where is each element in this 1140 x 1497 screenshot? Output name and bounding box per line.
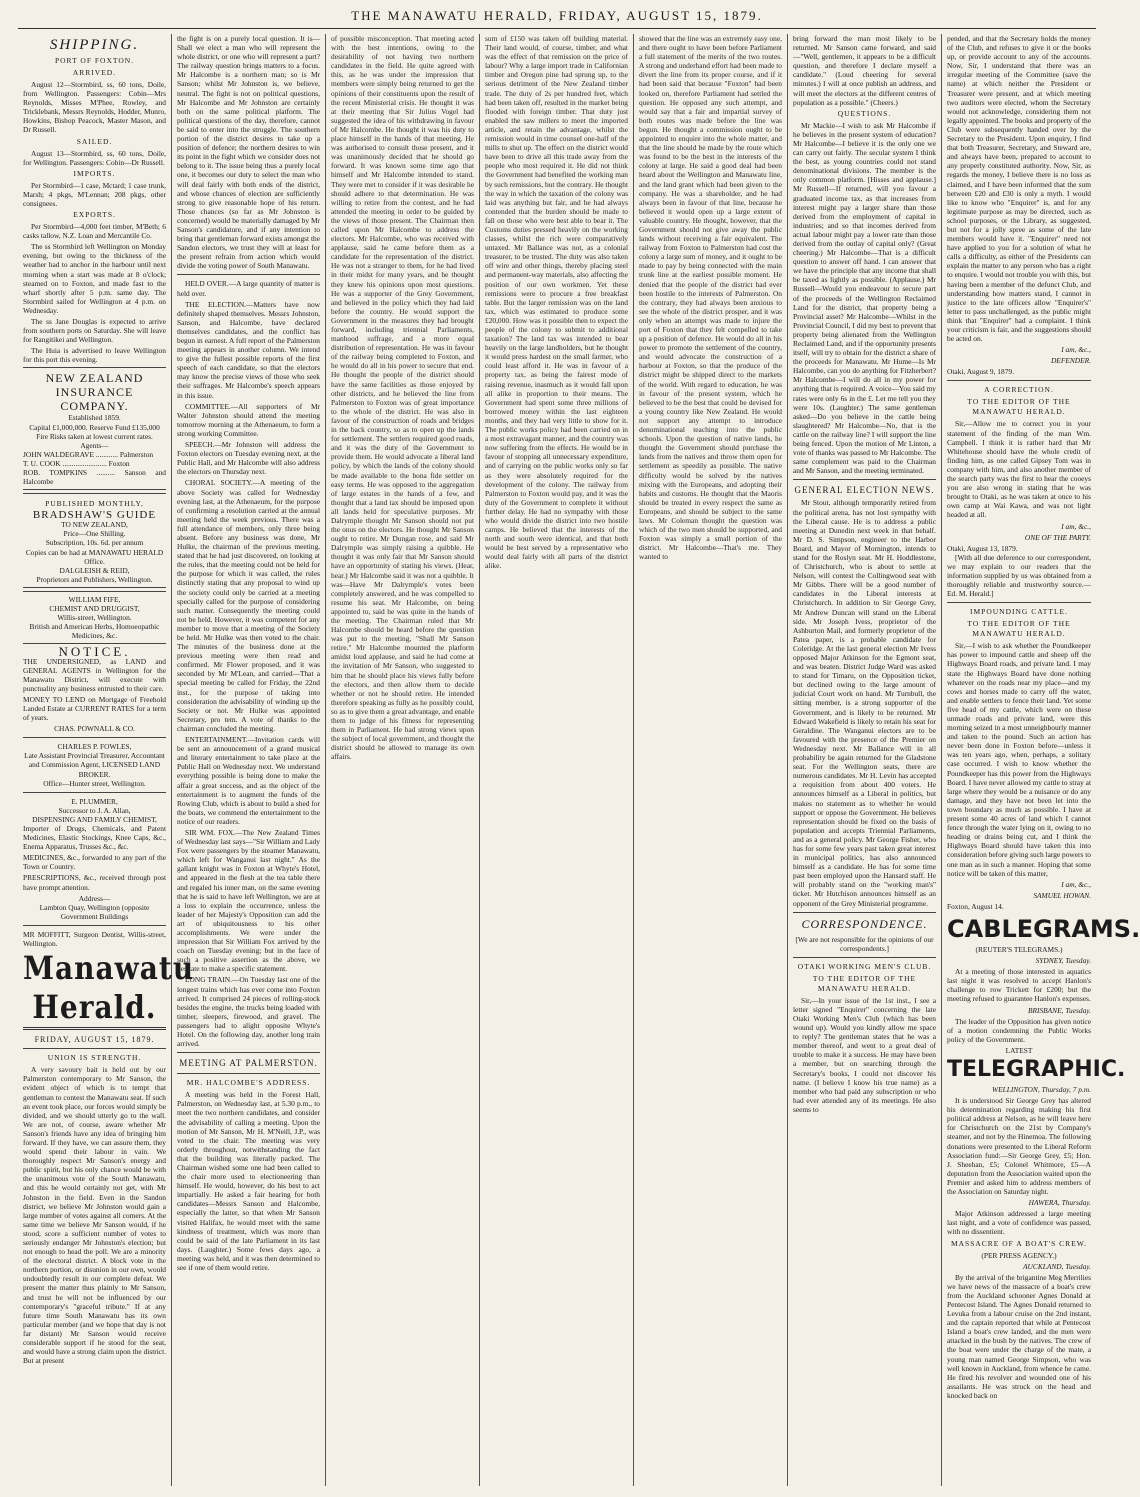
- bradshaw-publisher-2: Proprietors and Publishers, Wellington.: [36, 574, 153, 584]
- meeting-report: A meeting was held in the Forest Hall, Palmerston, on Wednesday last, at 5.30 p.m., to meet the two northern candidates, and consider the advisability of calling a meeting. Upon the motion of Mr Sanson, Mr H. M'Neill, J.P., was voted to the chair. The meeting was very orderly throughout, notwithstanding the fact that the building was literally packed. The Chairman wished some one had been called to the chair more used to electioneering than himself. He would, however, do his best to act impartially. He asked a fair hearing for both candidates—Messrs Sanson and Halcombe, especially the latter, so that when Mr Sanson visited Halifax, he would meet with the same kindness of treatment, which was more than could be said of the late Parliament in its last days. (Laughter.) Some fews days ago, a meeting was held, and it was then determined to see if one of them would retire.: [177, 1090, 320, 1272]
- insurance-agents: Agents—: [80, 440, 109, 450]
- fife-trade: CHEMIST AND DRUGGIST,: [49, 604, 140, 614]
- shipping-heading: SHIPPING.: [49, 37, 140, 53]
- column-7: [942, 34, 1140, 1486]
- signature-date: Otaki, August 9, 1879.: [947, 367, 1014, 377]
- notice-money: MONEY TO LEND on Mortgage of Freehold Landed Estate at CURRENT RATES for a term of years.: [23, 694, 166, 723]
- to-editor-line: TO THE EDITOR OF THE MANAWATU HERALD.: [967, 619, 1071, 639]
- union-text: A very savoury bait is held out by our Palmerston contemporary to Mr Sanson, the evident object of which is to tempt that gentleman to contest the Manawatu seat. If such an event took place, our forces would simply be divided, and we should utterly go to the wall. We are not, of course, aware whether Mr Sanson's friends have any idea of bringing him forward. If they have, we can assure them, they would spend their labour in vain. We thoroughly respect Mr Sanson's energy and public spirit, but his only chance would be with the unanimous vote of the South Manawatu, and this he would certainly not get, with Mr Johnston in the field. Even in the Sandon district, we believe Mr Johnston would gain a large number of votes against all comers. At the same time we believe Mr Sanson would, if he stood, score a sufficient number of votes to seriously endanger Mr Johnston's election; but not enough to head the poll. We are a minority of the electoral district. A block vote in the northern portion, or disunion in our own, would undoubtedly result in our complete defeat. We present the matter thus plainly to Mr Sanson, and trust he will not be influenced by our contemporary's "graceful tribute." If at any future time South Manawatu has its own particular member (and we hope that day is not far distant) Mr Sanson would receive considerable support if he stood for the seat, and would have a strong claim upon the district. But at present: [23, 1065, 166, 1366]
- divider: [23, 1048, 166, 1049]
- correspondence-heading: CORRESPONDENCE.: [801, 916, 928, 931]
- bradshaw-published: PUBLISHED MONTHLY,: [45, 499, 144, 509]
- sydney-text: At a meeting of those interested in aquatics last night it was resolved to accept Hanlon's challenge to row Trickett for £200; but the meeting refused to guarantee Hanlon's expenses.: [947, 967, 1091, 1004]
- masthead: THE MANAWATU HERALD, FRIDAY, AUGUST 15, 1879.: [351, 8, 763, 23]
- signature-name: ONE OF THE PARTY.: [1024, 532, 1091, 542]
- correction-heading: A CORRECTION.: [984, 385, 1054, 395]
- entertainment-news: ENTERTAINMENT.—Invitation cards will be sent an announcement of a grand musical and literary entertainment to take place at the Public Hall on Wednesday next. We understand everything possible is being done to make the affair a great success, and as the object of the entertainment is to augment the funds of the Rowing Club, which is about to build a shed for the boats, we commend the entertainment to the notice of our readers.: [177, 735, 320, 826]
- meeting-report-continued: of possible misconception. That meeting acted with the best intentions, owing to the desirability of not having two northern candidates in the field. He quite agreed with this, as he was under the impression that members were simply being returned to get the opinions of their constituents upon the result of the recent Ministerial crisis. He thought it was at their meeting that Sir Julius Vogel had suggested the idea of his withdrawing in favour of Mr Halcombe. He thought it was his duty to place himself in the hands of that meeting. He was authorised to consult those present, and it was unanimously decided that he should go forward. It was known some time ago that himself and Mr Halcombe intended to stand. They were met to consider if it was desirable he should adhere to that determination. He was willing to retire from the contest, and he had attended the meeting in order to be guided by the views of those present. The Chairman then called upon Mr Halcombe to address the electors. Mr Halcombe, who was received with applause, said he came before them as a candidate for the representation of the district. He was not a stranger to them, for he had lived in their midst for many years, and he thought they knew his opinions upon most questions. He was a supporter of the Grey Government, and believed in the policy which they had laid before the country. He would support the Government in the measures they had brought forward, including triennial Parliaments, manhood suffrage, and a more equal distribution of representation. He was in favour of the railway being completed to Foxton, and he would do all in his power to secure that end. He thought the people of the district should have the same facilities as those enjoyed by other districts, and he believed the line from Palmerston to Foxton was of great importance to the whole of the district. He was also in favour of the construction of roads and bridges in the back country, so as to open up the lands for settlement. The settlers required good roads, and it was the duty of the Government to provide them. He would advocate a liberal land policy, by which the lands of the colony should be made available to the bona fide settler on easy terms. He was opposed to the aggregation of large estates in the hands of a few, and thought that a land tax should be imposed upon all lands held for speculative purposes. Mr Dalrymple thought Mr Sanson should not put the onus on the electors. He thought Mr Sanson ought to retire. Mr Dungan rose, and said Mr Dalrymple was simply raising a quibble. He thought it was only fair that Mr Sanson should have an opportunity of stating his views. (Hear, hear.) Mr Halcombe said it was not a quibble. It was—Have Mr Dalrymple's votes been completely answered, and he was compelled to resume his seat. Mr Halcombe, on being appointed to, said he was quite in the hands of the meeting. The Chairman ruled that Mr Halcombe should be heard before the question was put to the meeting, "Shall Mr Sanson retire." Mr Halcombe mounted the platform amidst loud applause, and said he had come at the invitation of Mr Sanson, who suggested to him that he should place his views fully before the electors, and then allow them to decide whether or not he should retire. He intended therefore speaking as fully as he possibly could, so as to give them a great advantage, and enable them to judge of his fitness for representing them in Parliament. He had strong views upon the subject of local government, and thought the district should be allowed to manage its own affairs.: [331, 34, 474, 762]
- general-election-text: Mr Stout, although temporarily retired from the political arena, has not lost sympathy with the Liberal cause. He is to address a public meeting at Dunedin next week in that behalf. Mr D. S. Simpson, engineer to the Harbor Board, and Mayor of Mornington, intends to stand for the Roslyn seat. Mr H. Hoddlestone, of Christchurch, who is about to settle at Nelson, will contest the Collingwood seat with Mr Gibbs. There will be a good number of candidates in the Liberal interests at Christchurch. In addition to Sir George Grey, Mr Andrew Duncan will stand on the Liberal side. Mr Joseph Ivess, proprietor of the Ashburton Mail, and formerly proprietor of the Patea paper, is a probable candidate for Coleridge. At the last general election Mr Ivess opposed Major Atkinson for the Egmont seat, and was beaten. District Judge Ward was asked to stand for Timaru, on the Opposition ticket, but declined owing to the large amount of judicial Court work on hand. Mr Turnbull, the sitting member, is a strong supporter of the Government, and is likely to be returned. Mr Edward Wakefield is likely to retain his seat for Geraldine. The Wanganui electors are to be favoured with the presence of the Premier on Wednesday next. Mr Ballance will in all probability be again returned for the Gladstone seat. For the Wellington seats, there are numerous candidates. Mr H. Levin has accepted a requisition from about 400 voters. He announces himself as a Liberal in politics, but makes no statement as to whether he would support or oppose the Government. He believes representation should be fixed on the basis of population and accepts Triennial Parliaments, and as a general policy. Mr George Fisher, who has for some few years past taken great interest in municipal politics, has also announced himself as a candidate. He has for some time past been employed upon the Hansard staff. He will probably stand on the "working man's" ticket. Mr Hutchison announces himself as an opponent of the Grey Ministerial programme.: [793, 498, 936, 908]
- divider: [177, 1052, 320, 1053]
- telegraphic-heading: TELEGRAPHIC.: [947, 1057, 1126, 1082]
- insurance-agent-1: JOHN WALDEGRAVE ............ Palmerston: [23, 449, 154, 459]
- questions-heading: QUESTIONS.: [837, 108, 892, 118]
- committee-news: COMMITTEE.—All supporters of Mr Walter Johnston should attend the meeting tomorrow morning at the Athenaeum, to form a strong working Committee.: [177, 401, 320, 438]
- massacre-heading: MASSACRE OF A BOAT'S CREW.: [950, 1238, 1088, 1248]
- divider: [23, 737, 166, 738]
- arrived-heading: ARRIVED.: [72, 68, 117, 77]
- brisbane-text: The leader of the Opposition has given notice of a motion condemning the Public Works policy of the Government.: [947, 1016, 1091, 1044]
- divider: [23, 792, 166, 793]
- imports-heading: IMPORTS.: [73, 168, 116, 178]
- insurance-title: NEW ZEALAND INSURANCE COMPANY.: [45, 371, 144, 414]
- press-agency-line: (PER PRESS AGENCY.): [981, 1250, 1057, 1260]
- notice-heading: NOTICE.: [58, 644, 131, 660]
- latest-heading: LATEST: [1005, 1045, 1033, 1055]
- correspondence-note: [We are not responsible for the opinions of our correspondents.]: [795, 934, 934, 953]
- shipping-para-3: The Huia is advertised to leave Wellington for this port this evening.: [23, 346, 166, 365]
- brisbane-dateline: BRISBANE, Tuesday.: [1027, 1005, 1091, 1015]
- meeting-report-continued-2: sum of £150 was taken off building material. Their land would, of course, timber, and what was the effect of that remission on the price of labour? Why a large import trade in Californian timber and Oregon pine had sprung up, to the serious detriment of the New Zealand timber trade. The duty of 2s per hundred feet, which had been taken off, resulted in the market being flooded with foreign timber. That duty just enabled the saw millers to meet the imported article, and retain the advantage, whilst the remission would in time counsel one-half of the mills to shut up. The effect on the district would have been to drive all this trade away from the people who most required it. He did not think the Government had benefited the working man by such remissions, but the contrary. He thought the way in which the taxation of the colony was laid was anything but fair, and he had always contended that the burden should be made to fall on those who were best able to bear it. The Customs duties pressed heavily on the working classes, whilst the rich were comparatively untaxed. Mr Ballance was not, as a colonial treasurer, to be trusted. The duty was also taken off wire and other things, thereby placing steel and permanent-way materials, also affecting the position of our own workmen. Yet these remissions were to procure a free breakfast table. But the larger remission was on the land tax, which was estimated to produce some £20,000. How was it possible then to expect the people of the colony to submit to additional taxation? The land tax was intended to bear heavily on the large landholders, but he thought it would press hardest on the small farmer, who could least afford it. He was in favour of a property tax, as being the fairest mode of raising revenue, inasmuch as it would fall upon all alike in proportion to their means. The Government had spent some three millions of borrowed money within the last eighteen months, and they had very little to show for it. The public works policy had been carried on in a most extravagant manner, and the country was now suffering from the effects. He would be in favour of stopping all unnecessary expenditure, and of carrying on the public works only so far as they were absolutely required for the development of the colony. The railway from Palmerston to Foxton would pay, and it was the duty of the Government to complete it without further delay. He had no sympathy with those who would divide the district into two hostile camps. He believed that the interests of the north and south were identical, and that both would be best served by a representative who would deal fairly with all parts of the district alike.: [485, 34, 628, 571]
- correction-letter: Sir,—Allow me to correct you in your statement of the finding of the man Wm. Campbell. I think it is rather hard that Mr Whitehouse should have the whole credit of finding him, as one called Gipsey Tom was in company with him, and also another member of the search party was the first to hear the cooeys you are also wrong in stating that he was brought to Otaki, as he was taken at once to his own camp at Wai Kawa, and was not light headed at all.: [947, 419, 1091, 520]
- union-heading: UNION IS STRENGTH.: [47, 1053, 142, 1063]
- column-6: [788, 34, 942, 1486]
- hawera-dateline: HAWERA, Thursday.: [1028, 1198, 1091, 1208]
- impounding-letter: Sir,—I wish to ask whether the Poundkeeper has power to impound cattle and sheep off the Highways Board roads, and private land. I may state the Highways Board have done nothing whatever on the roads near my place—and my cows and horses made to carry off the water, and enable settlers to fence their land. Yet some five head of my cattle, which were on these unmade roads and private land, were this morning seized in a most unneighbourly manner and taken to the pound. Such an action has never been done in Foxton before—unless it was ten years ago, when, perhaps, a solitary case occurred. I wish to know whether the Poundkeeper has this power from the Highways Board. I have never allowed my cattle to stray at large where they would be a nuisance or do any damage, and they have not been let into the town boundary as much as possible. I have at present some 40 acres of land which I cannot fence through the water lying on it, owing to no heading or drains being cut, and I think the Highways Board should have taken this into consideration before giving such large powers to one man as in such a manner. Hoping that some notice will be taken of this matter,: [947, 641, 1091, 878]
- meeting-report-end: bring forward the man most likely to be returned. Mr Sanson came forward, and said—"Well, gentlemen, it appears to be a difficult question, and therefore I declare myself a candidate." (Loud cheering for several minutes.) I will at once publish an address, and will meet the electors at the different centres of population as a possible." (Cheers.): [793, 34, 936, 107]
- insurance-agent-3: ROB. TOMPKINS .......... Sanson and Halcombe: [23, 468, 166, 487]
- signature-name: DEFENDER.: [1050, 356, 1091, 366]
- port-heading: PORT OF FOXTON.: [54, 56, 135, 65]
- signature-name: SAMUEL HOWAN.: [1033, 890, 1091, 900]
- insurance-fire: Fire Risks taken at lowest current rates.: [36, 431, 153, 441]
- signature-date: Otaki, August 13, 1879.: [947, 543, 1018, 553]
- election-news: THE ELECTION.—Matters have now definitely shaped themselves. Messrs Johnston, Sanson, and Halcombe, have declared themselves candidates, and the conflict has begun in earnest. A full report of the Palmerston meeting appears in another column. We intend to give the fullest possible reports of the first speech of each candidate, so that the electors may know the precise views of those who seek their suffrages. Mr Halcombe's speech appears in this issue.: [177, 299, 320, 400]
- signature-sign-off: I am, &c.,: [1061, 521, 1091, 531]
- notice-signature: CHAS. POWNALL & CO.: [54, 724, 135, 734]
- plummer-medicines: MEDICINES, &c., forwarded to any part of the Town or Country.: [23, 853, 166, 872]
- plummer-address: Lambton Quay, Wellington (opposite Government Buildings: [39, 902, 150, 921]
- bradshaw-copies: Copies can be had at MANAWATU HERALD Office.: [25, 547, 164, 566]
- held-over: HELD OVER.—A large quantity of matter is held over.: [177, 279, 320, 298]
- fowles-name: CHARLES P. FOWLES,: [57, 742, 132, 752]
- auckland-dateline: AUCKLAND, Tuesday.: [1023, 1261, 1091, 1271]
- signature-date: Foxton, August 14.: [947, 901, 1004, 911]
- bradshaw-subscription: Subscription, 10s. 6d. per annum: [45, 538, 144, 548]
- sailed-text: August 13—Stormbird, ss, 60 tons, Doile, for Wellington. Passengers: Cobin—Dr Russell.: [23, 148, 166, 167]
- sydney-dateline: SYDNEY, Tuesday.: [1035, 956, 1091, 966]
- plummer-name: E. PLUMMER,: [71, 796, 118, 806]
- wellington-dateline: WELLINGTON, Thursday, 7 p.m.: [991, 1085, 1091, 1094]
- moffitt-ad: MR MOFFITT, Surgeon Dentist, Willis-street, Wellington.: [23, 929, 166, 949]
- signature-sign-off: I am, &c.,: [1061, 879, 1091, 889]
- masthead-rule: [18, 28, 1096, 29]
- fowles-title: Late Assistant Provincial Treasurer, Accountant and Commission Agent, LICENSED LAND BROKER.: [24, 751, 165, 779]
- fife-address: Willis-street, Wellington.: [57, 613, 132, 623]
- insurance-ad: [23, 367, 166, 490]
- divider: [177, 1073, 320, 1074]
- divider: [23, 925, 166, 926]
- speech-news: SPEECH.—Mr Johnston will address the Foxton electors on Tuesday evening next, at the Public Hall, and Mr Halcombe will also address the electors on Thursday next.: [177, 440, 320, 477]
- fife-ad: [23, 591, 166, 644]
- notice-text: THE UNDERSIGNED, as LAND and GENERAL AGENTS in Wellington for the Manawatu District, will execute with punctuality any business entrusted to their care.: [23, 656, 166, 693]
- editorial-continued: the fight is on a purely local question. It is—Shall we elect a man who will represent the whole district, or one who will represent a part? The railway question brings matters to a focus. Mr Halcombe is a northern man; so is Mr Sanson; whilst Mr Johnston is, we believe, neutral. The fight is not on political questions, Mr Halcombe and Mr Johnston are certainly both on the same political platform. The political questions of the day, therefore, cannot be said to enter into the struggle. The southern portion of the district desires to take up a position of defence; the northern desires to win its point in the fight which we consider does not belong to it. The issue being thus a purely local one, it becomes our duty to select the man who will deal fairly with both ends of the district, and whose chances of election are sufficiently strong to give reasonable hope of his return. Those chances (so far as Mr Johnston is concerned) would be materially damaged by Mr Sanson's candidature, and if any intention to bring that gentleman forward exists amongst the Sandon electors, we trust they will at least for the present refrain from action which would divide the voting power of South Manawatu.: [177, 34, 320, 271]
- bradshaw-title: BRADSHAW'S GUIDE: [32, 509, 157, 522]
- plummer-prescriptions: PRESCRIPTIONS, &c., received through post have prompt attention.: [23, 873, 166, 892]
- otaki-heading: OTAKI WORKING MEN'S CLUB.: [797, 961, 932, 971]
- column-4: [480, 34, 634, 1486]
- bradshaw-price: Price—One Shilling.: [63, 529, 126, 539]
- bradshaw-ad: [23, 493, 166, 588]
- bradshaw-publisher: DALGLEISH & REID,: [59, 565, 130, 575]
- wellington-text: It is understood Sir George Grey has altered his determination regarding making his first political address at Nelson, as he will leave here for Christchurch on the 21st by Company's steamer, and not by the Hinemoa. The following donations were presented to the Liberal Reform Association fund:—Sir George Grey, £5; Hon. J. Sheehan, £5; Colonel Whitmore, £5—A deputation from the Association waited upon the Premier and asked him to address members of the Association on Saturday night.: [947, 1096, 1091, 1197]
- exports-heading: EXPORTS.: [73, 210, 116, 220]
- shipping-para-1: The ss Stormbird left Wellington on Monday evening, but owing to the thickness of the weather had to anchor in the harbour until next morning when a start was made at 8 o'clock; steamed on to Foxton, and made fast to the wharf shortly after 5 p.m. same day. The Stormbird sailed for Wellington at 4 p.m. on Wednesday.: [23, 242, 166, 315]
- arrived-text: August 12—Stormbird, ss, 60 tons, Doile, from Wellington. Passengers: Cobin—Mrs Reynolds, Misses M'Phee, Rowley, and Tricklebank, Messrs Reynolds, Hodder, Munro, Howkins, Bishop Peacock, Master Mason, and Dr Russell.: [23, 80, 166, 135]
- newspaper-page: [18, 34, 1140, 1486]
- column-5: [634, 34, 788, 1486]
- shipping-para-2: The ss Jane Douglas is expected to arrive from southern ports on Saturday. She will leave for Rangitikei and Wellington.: [23, 316, 166, 345]
- to-editor-line: TO THE EDITOR OF THE MANAWATU HERALD.: [812, 973, 917, 993]
- meeting-report-continued-3: showed that the line was an extremely easy one, and there ought to have been before Parliament a full statement of the merits of the two routes. A strong and underhand effort had been made to divert the line from its proper course, and if it had been said that because "Foxton" had been looked on, therefore Parliament had settled the question. He opposed any such attempt, and would say that a fair and impartial survey of both routes was made before the line was begun. He thought a commission ought to be appointed to enquire into the whole matter, and that the line should be made by the route which was found to be the best in the interests of the colony at large. He said a good deal had been heard about the Wellington and Manawatu line, and the land grant which had been given to the company. He was a shareholder, and he had always been in favour of that line, because he believed it would open up a large extent of valuable country. He thought, however, that the Government should not give away the public lands without receiving a fair equivalent. The railway from Foxton to Palmerston had cost the colony a large sum of money, and it ought to be made to pay by being connected with the main trunk line at the earliest possible moment. He denied that the people of the district had ever been hostile to the interests of Palmerston. On the contrary, they had always been anxious to see the whole of the district prosper, and it was only when an attempt was made to injure the port of Foxton that they felt compelled to take up a position of defence. He would do all in his power to promote the settlement of the country, and would advocate the construction of a harbour at Foxton, so that the produce of the district might be shipped direct to the markets of the world. With regard to education, he was in favour of the present system, which he believed to be the best that could be devised for a young country like New Zealand. He would not support any attempt to introduce denominational teaching into the public schools. Upon the question of native lands, he thought the Government should purchase the lands from the natives and throw them open for settlement as speedily as possible. The native difficulty would be solved by the natives mixing with the Europeans, and adopting their habits and customs. He thought that the Maoris should be treated in every respect the same as Europeans, and should be subject to the same laws. Mr Coleman thought the question was which of the two men should be supported, and Foxton was simply a small portion of the district. Mr Halcombe—That's me. They wanted to: [639, 34, 782, 562]
- title-rule: [23, 1027, 166, 1030]
- signature-sign-off: I am, &c.,: [1061, 345, 1091, 355]
- to-editor-line: TO THE EDITOR OF THE MANAWATU HERALD.: [967, 397, 1071, 417]
- cablegrams-heading: CABLEGRAMS.: [947, 914, 1140, 943]
- divider: [947, 380, 1091, 381]
- hawera-text: Major Atkinson addressed a large meeting last night, and a vote of confidence was passed, with no dissentient.: [947, 1209, 1091, 1237]
- impounding-heading: IMPOUNDING CATTLE.: [970, 607, 1068, 617]
- column-1: [18, 34, 195, 1486]
- reuter-line: (REUTER'S TELEGRAMS.): [975, 944, 1063, 954]
- massacre-text: By the arrival of the brigantine Meg Merrilies we have news of the massacre of a boat's crew from the Auckland schooner Agnes Donald at Pentecost Island. The Agnes Donald returned to Levuka from a labour cruise on the 2nd instant, and the captain reported that while at Pentecost Island a boat's crew landed, and the men were attacked in the bush by the natives. The crew of the boat were under the charge of the mate, a young man named George Simpson, who was well known in Auckland, from whence he came. He fired his revolver and wounded one of his assailants. He was struck on the head and knocked back on: [947, 1272, 1091, 1400]
- dateline: FRIDAY, AUGUST 15, 1879.: [34, 1035, 155, 1045]
- newspaper-title: Manawatu Herald.: [23, 949, 195, 1027]
- plummer-address-label: Address—: [78, 893, 111, 903]
- otaki-letter-continued: pended, and that the Secretary holds the money of the Club, and refuses to give it or the books up, or provide account to any of the accounts. Now, Sir, I understand that there was an irregular meeting of the Committee (save the name) at which neither the President or Treasurer were present, and at which meeting two auditors were elected, whom the Secretary would not acknowledge, considering them not legally appointed. The books and property of the Club were subsequently handed over by the Secretary to the President. Upon enquiry, I find that both Treasurer, Secretary, and Steward are, and always have been, prepared to account to any properly constituted authority. Now, Sir, as regards the money, I believe there is no loss as claimed, and I have been informed that the sum between £20 and £30 is only a myth. I would like to know who "Enquirer" is, and for any legitimate purpose as may be directed, such as school purposes, or the Library, as suggested, but not for a jolly spree as some of the late members would have it. "Enquirer" need not have applied to you for a solution of what he calls a difficulty, as either of the Presidents can explain the matter to any person who has a right to enquire. I would not trouble you with this, but having been a member of the defunct Club, and understanding how matters stand, I cannot in justice to the late officers allow "Enquirer's" letter to pass unchallenged, as the public might think that "Enquirer" had a complaint. I think your criticism is fair, and the suggestions should be acted on.: [947, 34, 1091, 344]
- general-election-heading: GENERAL ELECTION NEWS.: [794, 485, 935, 496]
- meeting-heading: MEETING AT PALMERSTON.: [179, 1058, 318, 1069]
- exports-text: Per Stormbird—4,000 feet timber, M'Beth; 6 casks tallow, N.Z. Loan and Mercantile Co.: [23, 222, 166, 241]
- bradshaw-subtitle: TO NEW ZEALAND,: [61, 520, 128, 530]
- column-3: [326, 34, 480, 1486]
- fife-name: WILLIAM FIFE,: [68, 594, 121, 604]
- divider: [793, 957, 936, 958]
- long-train-news: LONG TRAIN.—On Tuesday last one of the longest trains which has ever come into Foxton arrived. It comprised 24 pieces of rolling-stock besides the engine, the trucks being loaded with timber, sleepers, firewood, and gravel. The passengers had to alight opposite Whyte's Hotel. On the following day, another long train arrived.: [177, 975, 320, 1049]
- fowles-office: Office—Hunter street, Wellington.: [43, 778, 146, 788]
- insurance-capital: Capital £1,000,000. Reserve Fund £135,000: [29, 422, 160, 432]
- column-2: [172, 34, 326, 1486]
- divider: [793, 912, 936, 913]
- questions-text: Mr Mackie—I wish to ask Mr Halcombe if he believes in the present system of education? Mr Halcombe—I believe it is the only one we can carry out fairly. The secular system I think the best, as young countries could not stand denominational divisions. The member is the only common platform. [Hisses and applause.] Mr Russell—If returned, will you favour a graduated income tax, as that increases from interest might pay a larger share than those derived from the employment of capital in industries; and so that incomes derived from actual labour might pay a lower rate than those derived from the outlay of capital only? (Great cheering.) Mr Halcombe—That is a difficult question to answer off hand. I can answer that we have the principle that any income that shall be taxed as lightly as possible. (Applause.) Mr Russell—Would you endeavour to secure part of the proceeds of the Wellington Reclaimed Land for the district, that property being a Provincial asset? Mr Halcombe—Whilst in the Provincial Council, I did my best to prevent that property being alienated from the Wellington Reclaimed Land, and if the opportunity presents itself, will try to obtain for the district a share of the proceeds for Manawatu. Mr Hume—Is Mr Halcombe, can you do anything for Fitzherbert? Mr Halcombe—I will do all in my power for anything that is required. A voice—You said my rates were only 6s in the £. Let me tell you they were 10s. (Laughter.) The same gentleman asked—Do you believe in the cattle being slaughtered? Mr Halcombe—No, that is the cattle on the railway line? I will support the line being fenced. Upon the motion of Mr Linton, a vote of thanks was passed to Mr Halcombe. The same complement was paid to the Chairman and Mr Sanson, and the meeting terminated.: [793, 120, 936, 476]
- insurance-established: Established 1859.: [68, 413, 121, 423]
- editor-note: [With all due deference to our correspondent, we may explain to our readers that the information supplied by us was obtained from a thoroughly reliable and trustworthy source.—Ed. M. Herald.]: [947, 552, 1091, 599]
- divider: [947, 602, 1091, 603]
- plummer-goods: Importer of Drugs, Chemicals, and Patent Medicines, Elastic Stockings, Knee Caps, &c., Enema Apparatus, Trusses &c., &c.: [23, 824, 166, 852]
- insurance-agent-2: T. U. COOK ........................ Foxton: [23, 458, 130, 468]
- plummer-successor: Successor to J. A. Allan,: [58, 805, 131, 815]
- sailed-heading: SAILED.: [76, 136, 113, 146]
- fife-goods: British and American Herbs, Homoeopathic Medicines, &c.: [29, 622, 160, 641]
- divider: [177, 274, 320, 275]
- divider: [793, 479, 936, 480]
- otaki-letter: Sir,—In your issue of the 1st inst., I see a letter signed "Enquirer" concerning the late Otaki Working Men's Club (which has been wound up). Would you kindly allow me space to reply? The gentleman states that he was a member thereof, and went to a great deal of trouble to make it a success. He may have been a member, but on searching through the Secretary's books, I could not discover his name. (I believe I know his true name) as a member who had paid any subscription or who had ever attended any of its meetings. He also seems to: [793, 995, 936, 1114]
- sir-wm-fox-news: SIR WM. FOX.—The New Zealand Times of Wednesday last says—"Sir William and Lady Fox were passengers by the steamer Manawatu, which left for Wanganui last night." As the gallant knight was in Foxton at Whyte's Hotel, and appeared in the flesh at the tea table there and regaled his inner man, on the same evening that he is said to have left Wellington, we are at a loss to explain the occurrence, unless the leader of her Majesty's Opposition can add the art of ubiquitousness to his other accomplishments. We were under the impression that Sir William Fox arrived by the coach on Tuesday evening; but in the face of such a positive assertion as the above, we hesitate to make a specific statement.: [177, 827, 320, 974]
- imports-text: Per Stormbird—1 case, Mctard; 1 case trunk, Marsh; 4 pkgs, M'Lennan; 208 pkgs, other consignees.: [23, 180, 166, 208]
- choral-news: CHORAL SOCIETY.—A meeting of the above Society was called for Wednesday evening last, at the Athenaeum, for the purpose of confirming a resolution carried at the annual meeting held the week previous. There was a full attendance of members, only three being absent. Before any business was done, Mr Hulke, the chairman of the previous meeting, stated that he had just discovered, on looking at the rules, that the meeting could not be held for the purpose for which it was called, the rules distinctly stating that any proposal to wind up the society could only be carried at a meeting specially called for the purpose of considering such matter. Consequently the meeting could not be held. However, it was competent for any member to move that a meeting of the Society be held. Mr Hulke was then voted to the chair. The minutes of the business done at the previous meeting were then read and confirmed. Mr Flower proposed, and it was seconded by Mr M'Lean, and carried—That a special meeting be called for Friday, the 22nd inst., for the purpose of taking into consideration the advisability of winding up the Society or not. Mr Hulke was appointed Secretary, pro tem. A vote of thanks to the chairman concluded the meeting.: [177, 478, 320, 733]
- address-heading: MR. HALCOMBE'S ADDRESS.: [186, 1078, 311, 1088]
- plummer-trade: DISPENSING AND FAMILY CHEMIST,: [32, 814, 157, 824]
